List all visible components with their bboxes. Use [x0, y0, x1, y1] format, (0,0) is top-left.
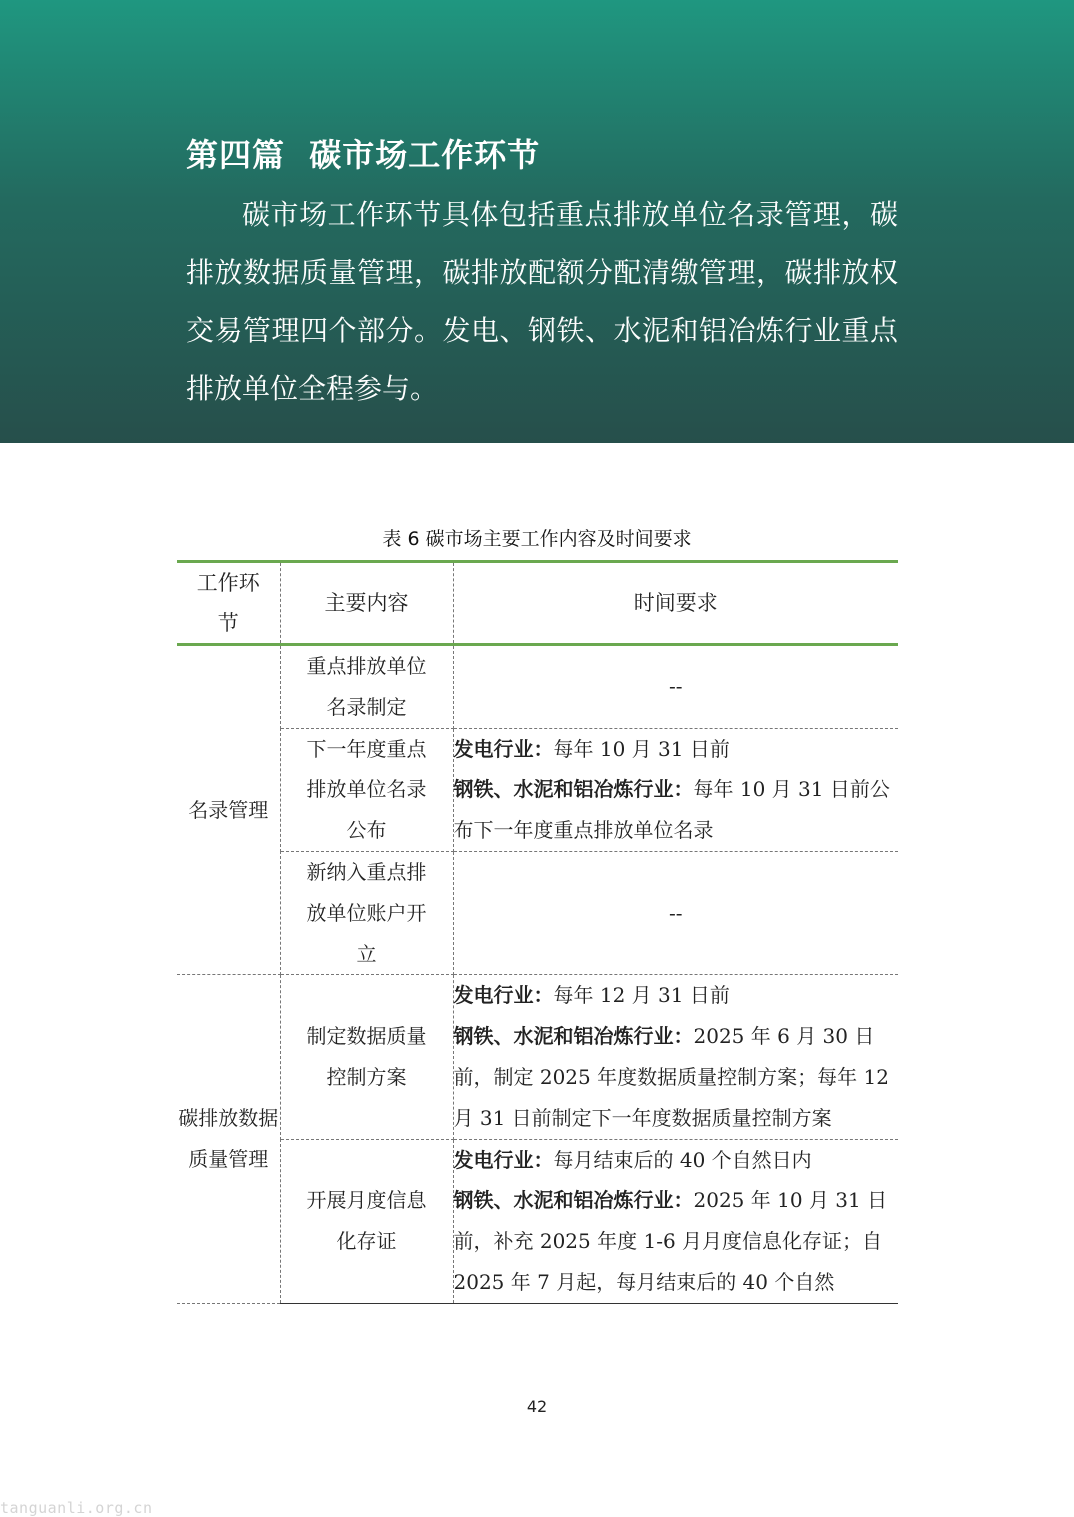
industry-label: 钢铁、水泥和铝冶炼行业：	[453, 1188, 694, 1213]
chapter-banner	[0, 0, 1074, 443]
table-row	[177, 1139, 898, 1303]
requirement-text: 每年 12 月 31 日前	[553, 983, 730, 1008]
table-row	[177, 645, 898, 729]
intro-paragraph: 碳市场工作环节具体包括重点排放单位名录管理，碳排放数据质量管理，碳排放配额分配清缴管理，碳排放权交易管理四个部分。发电、钢铁、水泥和铝冶炼行业重点排放单位全程参与。	[186, 198, 898, 405]
header-content: 主要内容	[280, 562, 453, 645]
industry-label: 发电行业：	[453, 736, 554, 761]
requirement-line	[454, 769, 899, 851]
requirement-text: 每年 10 月 31 日前公布下一年度重点排放单位名录	[453, 777, 890, 843]
stage-cell: 名录管理	[177, 645, 280, 975]
requirement-cell	[453, 975, 898, 1139]
header-stage: 工作环节	[177, 562, 280, 645]
part-title: 第四篇 碳市场工作环节	[186, 136, 541, 174]
stage-cell: 碳排放数据质量管理	[177, 975, 280, 1303]
table-row	[177, 851, 898, 974]
header-requirement: 时间要求	[453, 562, 898, 645]
requirement-cell: --	[453, 851, 898, 974]
content-cell: 开展月度信息化存证	[280, 1139, 453, 1303]
requirement-text: 2025 年 10 月 31 日前，补充 2025 年度 1-6 月月度信息化存证；自 2025 年 7 月起，每月结束后的 40 个自然	[453, 1188, 888, 1294]
requirement-line	[454, 1140, 899, 1181]
table-row	[177, 728, 898, 851]
table-header-row	[177, 562, 898, 645]
requirement-text: 每年 10 月 31 日前	[553, 736, 730, 761]
industry-label: 发电行业：	[453, 983, 554, 1008]
requirement-cell	[453, 728, 898, 851]
table-caption: 表 6 碳市场主要工作内容及时间要求	[382, 528, 692, 550]
content-cell: 新纳入重点排放单位账户开立	[280, 851, 453, 974]
industry-label: 钢铁、水泥和铝冶炼行业：	[453, 1024, 694, 1049]
requirement-line	[454, 1180, 899, 1302]
content-cell: 重点排放单位名录制定	[280, 645, 453, 729]
requirement-cell: --	[453, 645, 898, 729]
content-cell: 下一年度重点排放单位名录公布	[280, 728, 453, 851]
industry-label: 钢铁、水泥和铝冶炼行业：	[453, 777, 694, 802]
table-row	[177, 975, 898, 1139]
work-schedule-table	[177, 560, 898, 1304]
watermark: tanguanli.org.cn	[0, 1499, 153, 1517]
requirement-line	[454, 729, 899, 770]
requirement-cell	[453, 1139, 898, 1303]
requirement-line	[454, 1016, 899, 1138]
requirement-line	[454, 975, 899, 1016]
requirement-text: 每月结束后的 40 个自然日内	[553, 1147, 812, 1172]
requirement-text: 2025 年 6 月 30 日前，制定 2025 年度数据质量控制方案；每年 12 月 31 日前制定下一年度数据质量控制方案	[453, 1024, 889, 1130]
page-number: 42	[526, 1397, 548, 1416]
content-cell: 制定数据质量控制方案	[280, 975, 453, 1139]
industry-label: 发电行业：	[453, 1147, 554, 1172]
